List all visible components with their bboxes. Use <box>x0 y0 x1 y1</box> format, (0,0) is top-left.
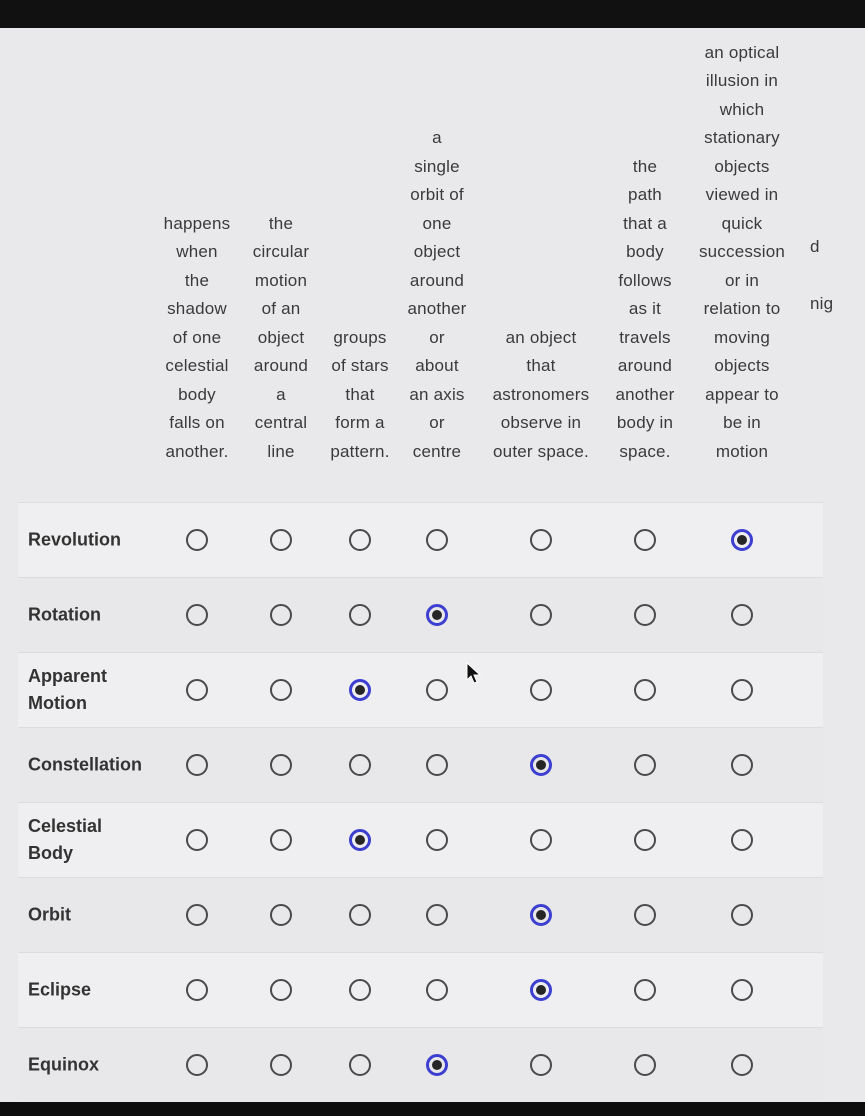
row-label: Orbit <box>28 904 71 925</box>
radio-button[interactable] <box>731 679 753 701</box>
radio-button[interactable] <box>186 829 208 851</box>
radio-button[interactable] <box>530 904 552 926</box>
radio-button[interactable] <box>426 979 448 1001</box>
quiz-row-eclipse <box>18 952 823 1027</box>
row-label: Celestial Body <box>28 816 103 863</box>
row-label: Apparent Motion <box>28 666 108 713</box>
radio-button[interactable] <box>634 679 656 701</box>
radio-button[interactable] <box>349 1054 371 1076</box>
radio-button[interactable] <box>349 829 371 851</box>
column-header-5: an object that astronomers observe in outer space. <box>492 327 590 461</box>
radio-button[interactable] <box>731 604 753 626</box>
radio-button[interactable] <box>349 604 371 626</box>
radio-button[interactable] <box>530 1054 552 1076</box>
radio-button[interactable] <box>426 754 448 776</box>
radio-button[interactable] <box>349 529 371 551</box>
radio-button[interactable] <box>426 604 448 626</box>
radio-button[interactable] <box>634 754 656 776</box>
radio-button[interactable] <box>186 904 208 926</box>
column-header-2: the circular motion of an object around a central line <box>252 213 310 461</box>
radio-button[interactable] <box>349 979 371 1001</box>
radio-button[interactable] <box>270 754 292 776</box>
radio-button[interactable] <box>634 979 656 1001</box>
radio-button[interactable] <box>731 904 753 926</box>
radio-button[interactable] <box>731 829 753 851</box>
bottom-bezel <box>0 1102 865 1116</box>
mouse-cursor-icon <box>466 662 482 689</box>
radio-button[interactable] <box>530 979 552 1001</box>
quiz-row-constellation <box>18 727 823 802</box>
row-label: Revolution <box>28 529 121 550</box>
radio-button[interactable] <box>186 979 208 1001</box>
column-header-7: an optical illusion in which stationary objects viewed in quick succession or in relation to moving objects appear to be in motion <box>698 42 786 461</box>
column-header-1: happens when the shadow of one celestial body falls on another. <box>163 213 231 461</box>
radio-button[interactable] <box>634 604 656 626</box>
radio-button[interactable] <box>186 754 208 776</box>
radio-button[interactable] <box>186 1054 208 1076</box>
row-label: Constellation <box>28 754 143 775</box>
radio-button[interactable] <box>530 754 552 776</box>
row-label: Rotation <box>28 604 101 625</box>
radio-button[interactable] <box>634 829 656 851</box>
quiz-grid <box>18 502 823 1102</box>
radio-button[interactable] <box>270 829 292 851</box>
radio-button[interactable] <box>270 904 292 926</box>
column-header-4: a single orbit of one object around another or about an axis or centre <box>407 128 467 461</box>
radio-button[interactable] <box>530 829 552 851</box>
column-header-6: the path that a body follows as it travels around another body in space. <box>615 156 675 461</box>
radio-button[interactable] <box>530 679 552 701</box>
cutoff-column-text: d nig <box>810 237 834 313</box>
radio-button[interactable] <box>530 604 552 626</box>
radio-button[interactable] <box>426 679 448 701</box>
radio-button[interactable] <box>426 904 448 926</box>
quiz-row-celestial-body <box>18 802 823 877</box>
radio-button[interactable] <box>634 904 656 926</box>
radio-button[interactable] <box>349 754 371 776</box>
radio-button[interactable] <box>270 979 292 1001</box>
quiz-row-revolution <box>18 502 823 577</box>
radio-button[interactable] <box>349 904 371 926</box>
quiz-row-equinox <box>18 1027 823 1102</box>
radio-button[interactable] <box>634 1054 656 1076</box>
radio-button[interactable] <box>270 604 292 626</box>
radio-button[interactable] <box>270 529 292 551</box>
radio-button[interactable] <box>270 1054 292 1076</box>
radio-button[interactable] <box>731 1054 753 1076</box>
column-header-3: groups of stars that form a pattern. <box>330 327 390 461</box>
radio-button[interactable] <box>349 679 371 701</box>
radio-button[interactable] <box>426 1054 448 1076</box>
quiz-row-apparent-motion <box>18 652 823 727</box>
row-label: Eclipse <box>28 979 92 1000</box>
radio-button[interactable] <box>186 529 208 551</box>
radio-button[interactable] <box>426 529 448 551</box>
quiz-row-rotation <box>18 577 823 652</box>
column-headers <box>0 28 865 498</box>
radio-button[interactable] <box>634 529 656 551</box>
radio-button[interactable] <box>731 529 753 551</box>
row-label: Equinox <box>28 1054 99 1075</box>
quiz-row-orbit <box>18 877 823 952</box>
radio-button[interactable] <box>731 754 753 776</box>
radio-button[interactable] <box>731 979 753 1001</box>
radio-button[interactable] <box>270 679 292 701</box>
radio-button[interactable] <box>186 604 208 626</box>
matching-quiz-screen <box>0 28 865 1104</box>
radio-button[interactable] <box>426 829 448 851</box>
radio-button[interactable] <box>186 679 208 701</box>
radio-button[interactable] <box>530 529 552 551</box>
